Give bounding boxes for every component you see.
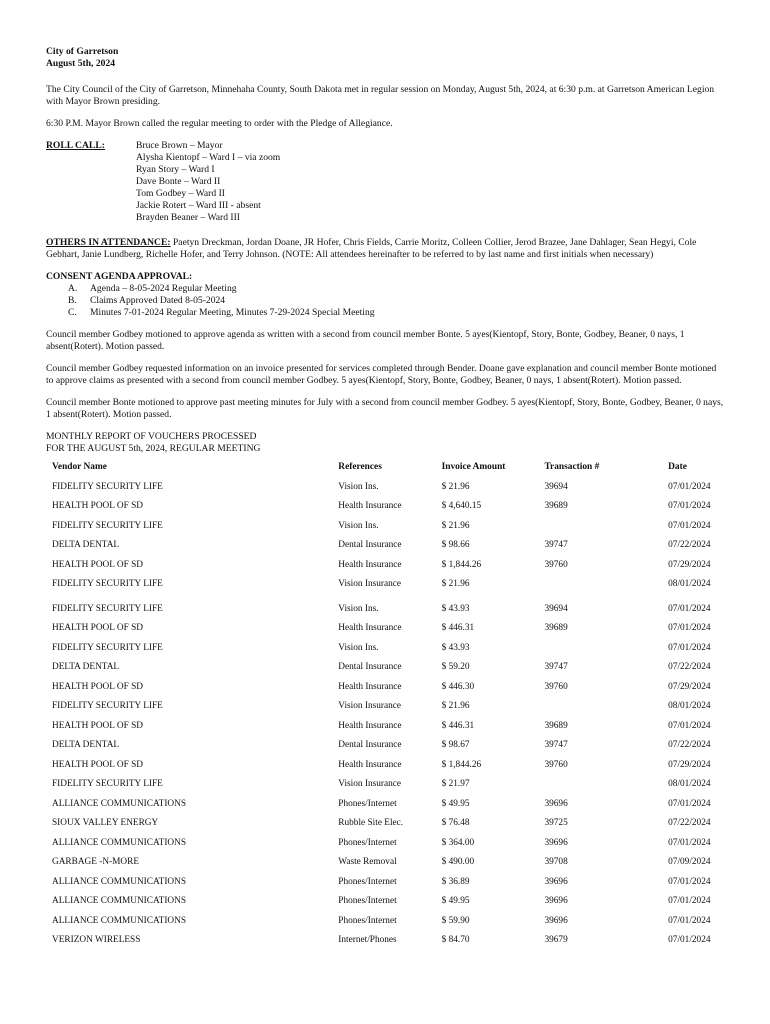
motion-paragraph: Council member Bonte motioned to approve past meeting minutes for July with a second from council member Godbey. 5 ayes(Kientopf, Story, Bonte, Godbey, Beaner, 0 nays, 1 absent(Rotert). Motion passed. <box>46 397 724 420</box>
table-row <box>46 755 720 775</box>
table-row <box>46 794 720 814</box>
reference-cell: Waste Removal <box>338 857 397 868</box>
roll-call-member: Tom Godbey – Ward II <box>136 188 225 199</box>
others-text: Paetyn Dreckman, Jordan Doane, JR Hofer, Chris Fields, Carrie Moritz, Colleen Collier, Jerod Brazee, Jane Dahlager, Sean Hegyi, Cole Gebhart, Janie Lundberg, Richelle Hofer, and Terry Johnson. (NOTE: All attendees hereinafter to be referred to by last name and first initials when necessary) <box>46 237 697 260</box>
table-row <box>46 775 720 795</box>
invoice-amount-cell: $ 76.48 <box>441 818 470 829</box>
transaction-cell: 39689 <box>544 720 568 731</box>
table-row <box>46 697 720 717</box>
date-cell: 07/01/2024 <box>668 481 711 492</box>
col-vendor-name: Vendor Name <box>52 462 107 472</box>
transaction-cell <box>544 638 668 658</box>
date-cell: 08/01/2024 <box>668 579 711 590</box>
vendor-name-cell: FIDELITY SECURITY LIFE <box>52 642 163 653</box>
reference-cell: Phones/Internet <box>338 798 397 809</box>
vendor-name-cell: VERIZON WIRELESS <box>52 935 141 946</box>
reference-cell: Dental Insurance <box>338 662 402 673</box>
invoice-amount-cell: $ 84.70 <box>441 935 470 946</box>
roll-call-member: Brayden Beaner – Ward III <box>136 212 241 223</box>
vendor-name-cell: FIDELITY SECURITY LIFE <box>52 779 163 790</box>
invoice-amount-cell: $ 49.95 <box>441 896 470 907</box>
vendor-name-cell: DELTA DENTAL <box>52 740 120 751</box>
table-row <box>46 716 720 736</box>
transaction-cell: 39708 <box>544 857 568 868</box>
transaction-cell: 39694 <box>544 603 568 614</box>
reference-cell: Vision Ins. <box>338 642 379 653</box>
transaction-cell: 39696 <box>544 837 568 848</box>
invoice-amount-cell: $ 21.97 <box>441 779 470 790</box>
invoice-amount-cell: $ 1,844.26 <box>441 759 482 770</box>
table-row <box>46 516 720 536</box>
transaction-cell: 39696 <box>544 915 568 926</box>
reference-cell: Vision Insurance <box>338 701 401 712</box>
date-cell: 07/22/2024 <box>668 740 711 751</box>
table-row <box>46 814 720 834</box>
report-title <box>46 431 726 455</box>
table-row <box>46 477 720 497</box>
vendor-name-cell: HEALTH POOL OF SD <box>52 623 143 634</box>
roll-call-member: Bruce Brown – Mayor <box>136 140 223 151</box>
vendor-name-cell: FIDELITY SECURITY LIFE <box>52 520 163 531</box>
document-page <box>46 46 726 950</box>
transaction-cell <box>544 697 668 717</box>
vendor-name-cell: SIOUX VALLEY ENERGY <box>52 818 159 829</box>
vendor-name-cell: FIDELITY SECURITY LIFE <box>52 579 163 590</box>
vendor-name-cell: ALLIANCE COMMUNICATIONS <box>52 896 187 907</box>
invoice-amount-cell: $ 98.67 <box>441 740 470 751</box>
consent-agenda <box>46 271 726 319</box>
table-row <box>46 833 720 853</box>
invoice-amount-cell: $ 21.96 <box>441 701 470 712</box>
reference-cell: Health Insurance <box>338 759 402 770</box>
vendor-name-cell: ALLIANCE COMMUNICATIONS <box>52 915 187 926</box>
transaction-cell: 39689 <box>544 623 568 634</box>
transaction-cell: 39747 <box>544 540 568 551</box>
vendor-name-cell: HEALTH POOL OF SD <box>52 759 143 770</box>
date-cell: 07/01/2024 <box>668 642 711 653</box>
motions-section <box>46 329 726 421</box>
table-row <box>46 497 720 517</box>
table-row <box>46 594 720 619</box>
reference-cell: Health Insurance <box>338 501 402 512</box>
consent-item <box>46 283 726 295</box>
meeting-date: August 5th, 2024 <box>46 58 116 69</box>
date-cell: 07/29/2024 <box>668 681 711 692</box>
invoice-amount-cell: $ 21.96 <box>441 520 470 531</box>
transaction-cell: 39747 <box>544 662 568 673</box>
consent-item-text: Agenda – 8-05-2024 Regular Meeting <box>90 283 237 294</box>
table-row <box>46 872 720 892</box>
date-cell: 07/01/2024 <box>668 935 711 946</box>
reference-cell: Rubble Site Elec. <box>338 818 404 829</box>
transaction-cell <box>544 575 668 595</box>
others-in-attendance <box>46 237 726 261</box>
date-cell: 07/22/2024 <box>668 818 711 829</box>
col-date: Date <box>668 462 687 472</box>
date-cell: 07/01/2024 <box>668 837 711 848</box>
table-row <box>46 911 720 931</box>
date-cell: 07/22/2024 <box>668 540 711 551</box>
invoice-amount-cell: $ 59.90 <box>441 915 470 926</box>
others-label: OTHERS IN ATTENDANCE: <box>46 237 171 248</box>
consent-item-text: Minutes 7-01-2024 Regular Meeting, Minutes 7-29-2024 Special Meeting <box>90 307 375 318</box>
table-row <box>46 658 720 678</box>
transaction-cell: 39760 <box>544 759 568 770</box>
vendor-name-cell: ALLIANCE COMMUNICATIONS <box>52 876 187 887</box>
vendor-name-cell: HEALTH POOL OF SD <box>52 681 143 692</box>
vendor-name-cell: ALLIANCE COMMUNICATIONS <box>52 798 187 809</box>
reference-cell: Vision Insurance <box>338 579 401 590</box>
roll-call-member: Alysha Kientopf – Ward I – via zoom <box>136 152 281 163</box>
reference-cell: Phones/Internet <box>338 837 397 848</box>
invoice-amount-cell: $ 446.31 <box>441 623 475 634</box>
table-row <box>46 638 720 658</box>
transaction-cell <box>544 516 668 536</box>
date-cell: 07/01/2024 <box>668 896 711 907</box>
vendor-name-cell: FIDELITY SECURITY LIFE <box>52 481 163 492</box>
roll-call-label: ROLL CALL: <box>46 140 105 151</box>
consent-item-letter: C. <box>68 307 77 318</box>
reference-cell: Health Insurance <box>338 559 402 570</box>
consent-item <box>46 295 726 307</box>
reference-cell: Vision Ins. <box>338 603 379 614</box>
reference-cell: Vision Insurance <box>338 779 401 790</box>
invoice-amount-cell: $ 1,844.26 <box>441 559 482 570</box>
date-cell: 07/29/2024 <box>668 559 711 570</box>
reference-cell: Vision Ins. <box>338 481 379 492</box>
col-transaction: Transaction # <box>544 462 600 472</box>
date-cell: 07/22/2024 <box>668 662 711 673</box>
transaction-cell: 39696 <box>544 876 568 887</box>
consent-list <box>46 283 726 319</box>
invoice-amount-cell: $ 21.96 <box>441 481 470 492</box>
consent-item-letter: A. <box>68 283 78 294</box>
motion-paragraph: Council member Godbey requested information on an invoice presented for services completed through Bender. Doane gave explanation and council member Bonte motioned to approve claims as presented with a second from council member Godbey. 5 ayes(Kientopf, Story, Bonte, Godbey, Beaner, 0 nays, 1 absent(Rotert). Motion passed. <box>46 363 717 386</box>
table-header-row <box>46 457 720 477</box>
invoice-amount-cell: $ 490.00 <box>441 857 475 868</box>
reference-cell: Health Insurance <box>338 720 402 731</box>
vendor-name-cell: HEALTH POOL OF SD <box>52 720 143 731</box>
date-cell: 07/09/2024 <box>668 857 711 868</box>
transaction-cell: 39689 <box>544 501 568 512</box>
transaction-cell: 39679 <box>544 935 568 946</box>
roll-call-member: Dave Bonte – Ward II <box>136 176 221 187</box>
consent-item-letter: B. <box>68 295 77 306</box>
report-title-line1: MONTHLY REPORT OF VOUCHERS PROCESSED <box>46 431 257 442</box>
date-cell: 07/29/2024 <box>668 759 711 770</box>
invoice-amount-cell: $ 36.89 <box>441 876 470 887</box>
consent-title: CONSENT AGENDA APPROVAL: <box>46 271 193 282</box>
invoice-amount-cell: $ 21.96 <box>441 579 470 590</box>
date-cell: 07/01/2024 <box>668 876 711 887</box>
invoice-amount-cell: $ 4,640.15 <box>441 501 482 512</box>
table-row <box>46 677 720 697</box>
roll-call-list <box>136 140 280 224</box>
date-cell: 08/01/2024 <box>668 779 711 790</box>
date-cell: 07/01/2024 <box>668 603 711 614</box>
city-name: City of Garretson <box>46 46 119 57</box>
consent-item-text: Claims Approved Dated 8-05-2024 <box>90 295 226 306</box>
reference-cell: Internet/Phones <box>338 935 397 946</box>
call-to-order: 6:30 P.M. Mayor Brown called the regular meeting to order with the Pledge of Allegiance. <box>46 118 393 129</box>
date-cell: 07/01/2024 <box>668 720 711 731</box>
transaction-cell <box>544 775 668 795</box>
date-cell: 07/01/2024 <box>668 623 711 634</box>
consent-item <box>46 307 726 319</box>
invoice-amount-cell: $ 43.93 <box>441 642 470 653</box>
invoice-amount-cell: $ 49.95 <box>441 798 470 809</box>
invoice-amount-cell: $ 59.20 <box>441 662 470 673</box>
report-title-line2: FOR THE AUGUST 5th, 2024, REGULAR MEETING <box>46 443 261 454</box>
vendor-name-cell: FIDELITY SECURITY LIFE <box>52 701 163 712</box>
reference-cell: Dental Insurance <box>338 540 402 551</box>
table-row <box>46 853 720 873</box>
reference-cell: Phones/Internet <box>338 915 397 926</box>
invoice-amount-cell: $ 446.31 <box>441 720 475 731</box>
roll-call-member: Jackie Rotert – Ward III - absent <box>136 200 261 211</box>
intro-paragraph: The City Council of the City of Garretson, Minnehaha County, South Dakota met in regular session on Monday, August 5th, 2024, at 6:30 p.m. at Garretson American Legion with Mayor Brown presiding. <box>46 84 715 107</box>
vendor-name-cell: DELTA DENTAL <box>52 662 120 673</box>
invoice-amount-cell: $ 364.00 <box>441 837 475 848</box>
invoice-amount-cell: $ 446.30 <box>441 681 475 692</box>
transaction-cell: 39694 <box>544 481 568 492</box>
transaction-cell: 39747 <box>544 740 568 751</box>
vouchers-table <box>46 457 720 950</box>
table-row <box>46 575 720 595</box>
transaction-cell: 39696 <box>544 798 568 809</box>
transaction-cell: 39696 <box>544 896 568 907</box>
reference-cell: Phones/Internet <box>338 896 397 907</box>
transaction-cell: 39725 <box>544 818 568 829</box>
transaction-cell: 39760 <box>544 681 568 692</box>
table-row <box>46 931 720 951</box>
reference-cell: Health Insurance <box>338 623 402 634</box>
table-row <box>46 536 720 556</box>
date-cell: 07/01/2024 <box>668 520 711 531</box>
table-row <box>46 555 720 575</box>
vendor-name-cell: GARBAGE -N-MORE <box>52 857 140 868</box>
table-row <box>46 736 720 756</box>
roll-call-section <box>46 140 726 224</box>
invoice-amount-cell: $ 98.66 <box>441 540 470 551</box>
vendor-name-cell: FIDELITY SECURITY LIFE <box>52 603 163 614</box>
vendor-name-cell: ALLIANCE COMMUNICATIONS <box>52 837 187 848</box>
invoice-amount-cell: $ 43.93 <box>441 603 470 614</box>
date-cell: 07/01/2024 <box>668 915 711 926</box>
vendor-name-cell: DELTA DENTAL <box>52 540 120 551</box>
reference-cell: Phones/Internet <box>338 876 397 887</box>
vouchers-table-body <box>46 477 720 950</box>
date-cell: 07/01/2024 <box>668 798 711 809</box>
table-row <box>46 892 720 912</box>
table-row <box>46 619 720 639</box>
roll-call-member: Ryan Story – Ward I <box>136 164 215 175</box>
vendor-name-cell: HEALTH POOL OF SD <box>52 559 143 570</box>
date-cell: 07/01/2024 <box>668 501 711 512</box>
document-header <box>46 46 726 70</box>
reference-cell: Vision Ins. <box>338 520 379 531</box>
date-cell: 08/01/2024 <box>668 701 711 712</box>
reference-cell: Dental Insurance <box>338 740 402 751</box>
motion-paragraph: Council member Godbey motioned to approve agenda as written with a second from council member Bonte. 5 ayes(Kientopf, Story, Bonte, Godbey, Beaner, 0 nays, 1 absent(Rotert). Motion passed. <box>46 329 685 352</box>
col-invoice-amount: Invoice Amount <box>441 462 506 472</box>
transaction-cell: 39760 <box>544 559 568 570</box>
reference-cell: Health Insurance <box>338 681 402 692</box>
vendor-name-cell: HEALTH POOL OF SD <box>52 501 143 512</box>
col-references: References <box>338 462 382 472</box>
